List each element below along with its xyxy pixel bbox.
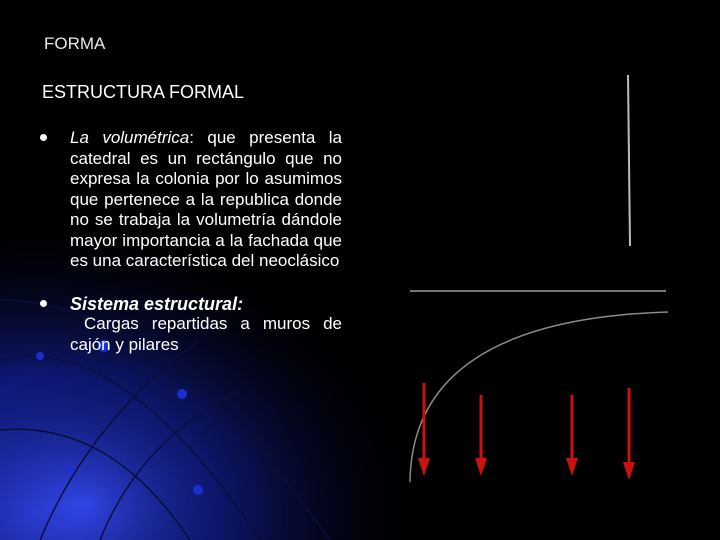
bullet-text: : que presenta la catedral es un rectángulo que no expresa la colonia por lo asumimos que pertenece a la republica donde no se trabaja la volumetría dándole mayor importancia a la fachada que es una característica del neoclásico bbox=[70, 128, 342, 270]
bullet-term: Sistema estructural: bbox=[70, 293, 244, 314]
load-arrow-icon bbox=[623, 388, 635, 480]
load-arrow-icon bbox=[418, 383, 430, 476]
bullet-text: Cargas repartidas a muros de cajón y pilares bbox=[70, 314, 342, 354]
load-arrow-icon bbox=[566, 395, 578, 476]
vertical-wall-line bbox=[628, 75, 630, 246]
slide-title: ESTRUCTURA FORMAL bbox=[42, 82, 245, 102]
load-arrow-icon bbox=[475, 395, 487, 476]
bullet-term: La volumétrica bbox=[70, 128, 190, 147]
slide-header: FORMA bbox=[44, 34, 106, 53]
